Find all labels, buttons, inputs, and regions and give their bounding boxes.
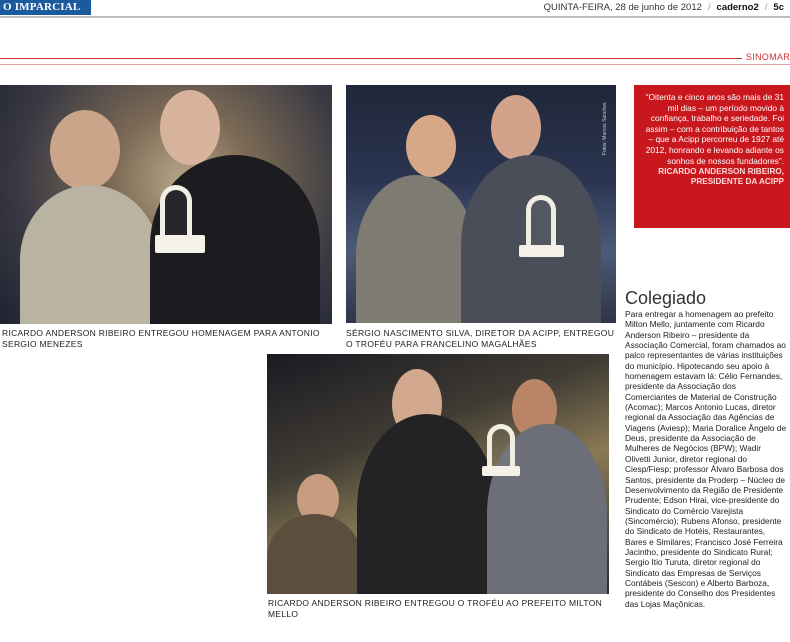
pull-quote-text: “Oitenta e cinco anos são mais de 31 mil dias – um período movido à confiança, trabalho e seriedade. Foi assim – com a contribuição de tantos – que a Acipp percorreu de 1927 até 2012, honrando e levando adiante os sonhos de nossos fundadores”. [645,92,784,166]
person-body [267,514,362,594]
person-body [357,414,497,594]
photo-homage-menezes [0,85,332,324]
header-divider [0,16,790,18]
trophy-base [155,235,205,253]
article-body [625,309,788,609]
trophy [160,185,192,235]
trophy [487,424,515,469]
page-number: 5c [773,2,784,13]
section-name: caderno2 [716,2,759,13]
article-paragraph: Para entregar a homenagem ao prefeito Milton Mello, juntamente com Ricardo Anderson Ribeiro – presidente da Associação Comercial, foram chamados ao palco representantes de várias instituições do município. Hipotecando seu apoio à homenagem estavam lá: Célio Fernandes, presidente da Associação dos Comerciantes de Material de Construção (Acomac); Marcos Antonio Lucas, diretor regional da Associação das Agências de Viagens (Aviesp); Maria Doralice Ângelo de Deus, presidente da Associação de Mulheres de Negócios (BPW); Wadir Olivetti Junior, diretor regional do Ciesp/Fiesp; professor Álvaro Barbosa dos Santos, presidente da Proderp – Núcleo de Desenvolvimento da Região de Presidente Prudente; Edson Hirai, vice-presidente do Sindicato do Comércio Varejista (Sincomércio); Rubens Afonso, presidente do Sindicato de Hotéis, Restaurantes, Bares e Similares; Francisco José Ferreira Jacintho, presidente do Sindicato Rural; Sergio Itio Turuta, diretor regional do Sindicato das Empresas de Serviços Contábeis (Sescon) e Alberto Barboza, presidente do Conselho dos Presidentes das Lojas Maçônicas. [625,309,787,609]
header-separator-2: / [764,2,768,13]
person-body [356,175,476,323]
header-separator: / [707,2,711,13]
section-rule-bottom [0,64,790,65]
photo-caption: RICARDO ANDERSON RIBEIRO ENTREGOU HOMENAGEM PARA ANTONIO SERGIO MENEZES [2,328,320,349]
photo-trophy-mello [267,354,609,594]
photo-credit: Fotos: Marcos Sanches [602,102,608,155]
person-head [50,110,120,190]
header-info [544,1,784,15]
section-rule-top [0,58,790,59]
issue-date: QUINTA-FEIRA, 28 de junho de 2012 [543,2,702,13]
trophy-base [482,466,520,476]
trophy [526,195,556,245]
pull-quote-box [634,85,790,228]
photo-caption: RICARDO ANDERSON RIBEIRO ENTREGOU O TROFÉU AO PREFEITO MILTON MELLO [268,598,603,619]
photo-trophy-magalhaes [346,85,616,323]
person-head [160,90,220,165]
section-tag: SINOMAR [742,52,790,62]
photo-caption: SÉRGIO NASCIMENTO SILVA, DIRETOR DA ACIPP, ENTREGOU O TROFÉU PARA FRANCELINO MAGALHÃES [346,328,615,349]
pull-quote-author: RICARDO ANDERSON RIBEIRO, PRESIDENTE DA ACIPP [658,167,784,187]
person-head [491,95,541,160]
article-title: Colegiado [625,288,707,308]
trophy-base [519,245,564,257]
person-body [20,185,160,324]
masthead-logo: O IMPARCIAL [0,0,91,15]
person-head [406,115,456,177]
